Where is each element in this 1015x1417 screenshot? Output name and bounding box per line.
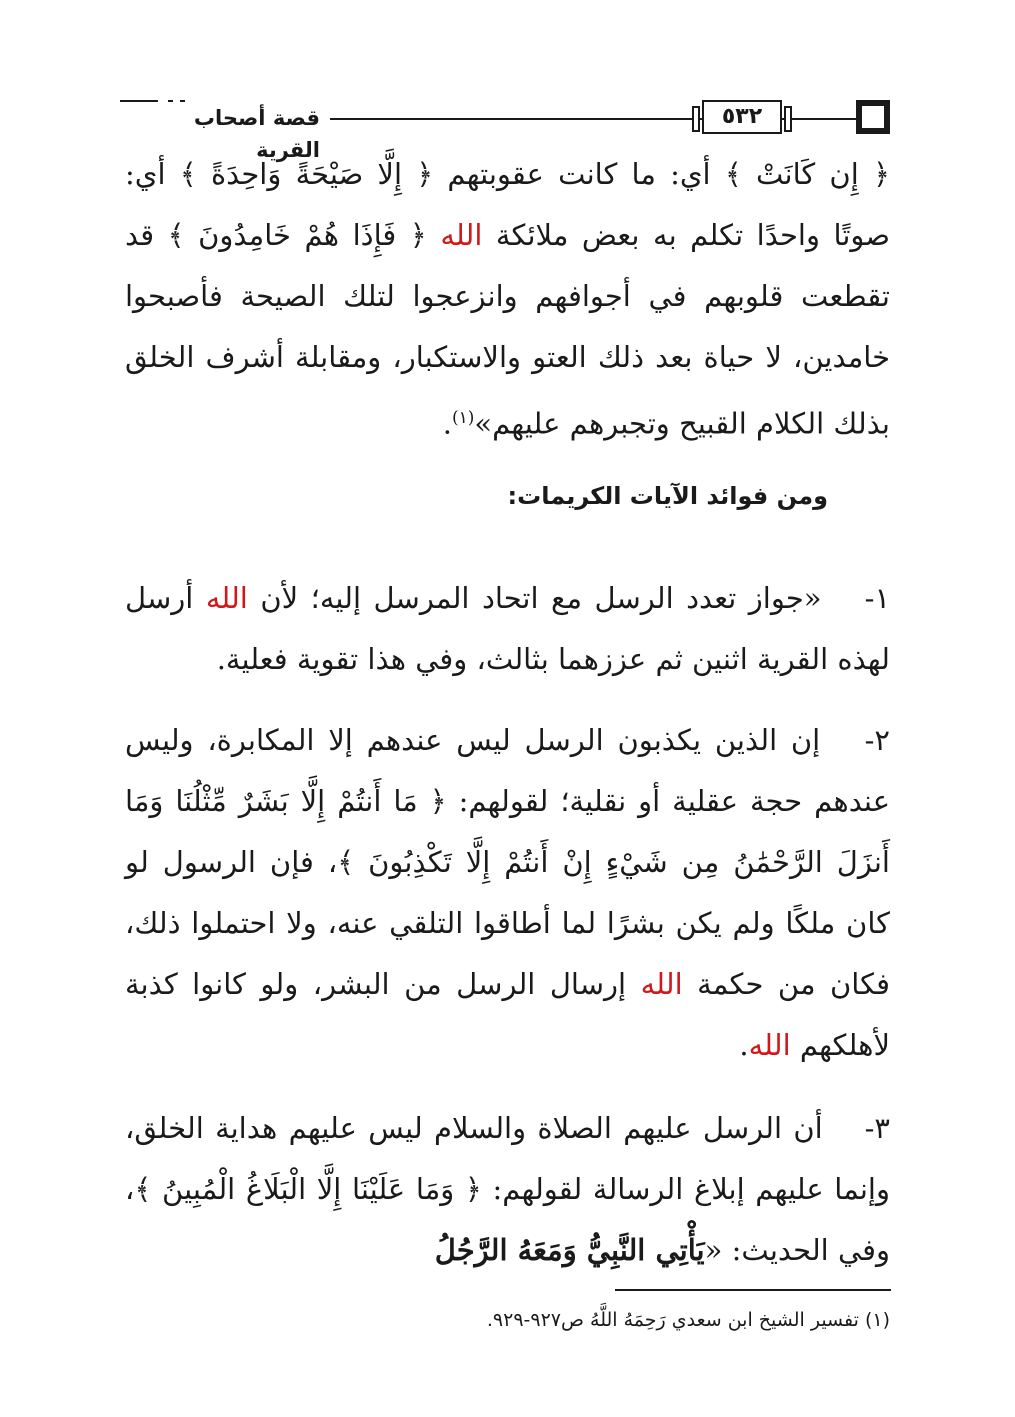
- divine-name: الله: [205, 581, 248, 615]
- hadith-text: يَأْتِي النَّبِيُّ وَمَعَهُ الرَّجُلُ: [434, 1233, 705, 1267]
- page-header: [120, 98, 890, 162]
- text-line: خامدين، لا حياة بعد ذلك العتو والاستكبار، ومقابلة أشرف: [205, 340, 890, 374]
- item-text: أرسل لهذه القرية اثنين ثم عززهما بثالث، وفي هذا تقوية فعلية.: [125, 581, 890, 676]
- list-item: [125, 568, 890, 690]
- quran-verse: ﴿ مَا أَنتُمْ إِلَّا بَشَرٌ مِّثْلُنَا وَمَا أَنزَلَ الرَّحْمَٰنُ مِن شَيْءٍ إِنْ أَنتُمْ إِلَّا تَكْذِبُونَ ﴾: [125, 784, 890, 879]
- quran-verse: ﴿ وَمَا عَلَيْنَا إِلَّا الْبَلَاغُ الْمُبِينُ ﴾: [134, 1172, 482, 1206]
- footnote: (١) تفسير الشيخ ابن سعدي رَحِمَهُ اللَّهُ ص٩٢٧-٩٢٩.: [486, 1309, 890, 1331]
- text-line: ﴿ إِن كَانَتْ ﴾ أي: ما كانت عقوبتهم ﴿ إِلَّا صَيْحَةً وَاحِدَةً ﴾ أي:: [125, 157, 890, 191]
- item-text: إرسال الرسل من البشر، ولو كانوا كذبة لأهلكهم: [125, 967, 890, 1062]
- footnote-ref: (١): [451, 408, 475, 428]
- list-item: [125, 710, 890, 1076]
- item-number: ١-: [864, 581, 891, 615]
- item-text: .: [739, 1028, 749, 1062]
- divine-name: الله: [640, 967, 683, 1001]
- list-item: [125, 1098, 890, 1281]
- header-ornament-square: [856, 100, 890, 134]
- item-text: إن الذين يكذبون الرسل ليس عندهم إلا المكابرة، وليس عندهم حجة عقلية أو نقلية؛ لقولهم:: [125, 723, 890, 818]
- divine-name: الله: [748, 1028, 791, 1062]
- divine-name: الله: [440, 218, 483, 252]
- footnote-rule: [615, 1289, 891, 1291]
- item-number: ٣-: [864, 1111, 890, 1145]
- paragraph-tafsir: [125, 144, 890, 455]
- page-number: ٥٣٢: [702, 100, 782, 134]
- text-line: .: [442, 406, 452, 441]
- item-text: «جواز تعدد الرسل مع اتحاد المرسل إليه؛ لأن: [260, 581, 822, 615]
- item-number: ٢-: [864, 723, 890, 757]
- text-line: صوتًا واحدًا تكلم به بعض ملائكة: [495, 218, 890, 252]
- item-text: أن الرسل عليهم الصلاة والسلام ليس عليهم هداية الخلق، وإنما عليهم إبلاغ الرسالة لقولهم:: [125, 1111, 890, 1206]
- text-line: تقطعت قلوبهم في أجوافهم وانزعجوا لتلك الصيحة فأصبحوا: [125, 279, 890, 313]
- item-text: ، فإن الرسول لو كان ملكًا ولم يكن بشرًا لما أطاقوا التلقي عنه، ولا احتملوا ذلك، فكان من حكمة: [125, 845, 891, 1001]
- text-line: الخلق بذلك الكلام القبيح وتجبرهم عليهم»: [125, 340, 890, 441]
- quran-verse: ﴿ فَإِذَا هُمْ خَامِدُونَ ﴾ قد: [125, 218, 427, 252]
- running-title: قصة أصحاب القرية: [120, 102, 330, 166]
- item-text: ، وفي الحديث: «: [125, 1172, 890, 1267]
- section-heading: ومن فوائد الآيات الكريمات:: [507, 482, 828, 510]
